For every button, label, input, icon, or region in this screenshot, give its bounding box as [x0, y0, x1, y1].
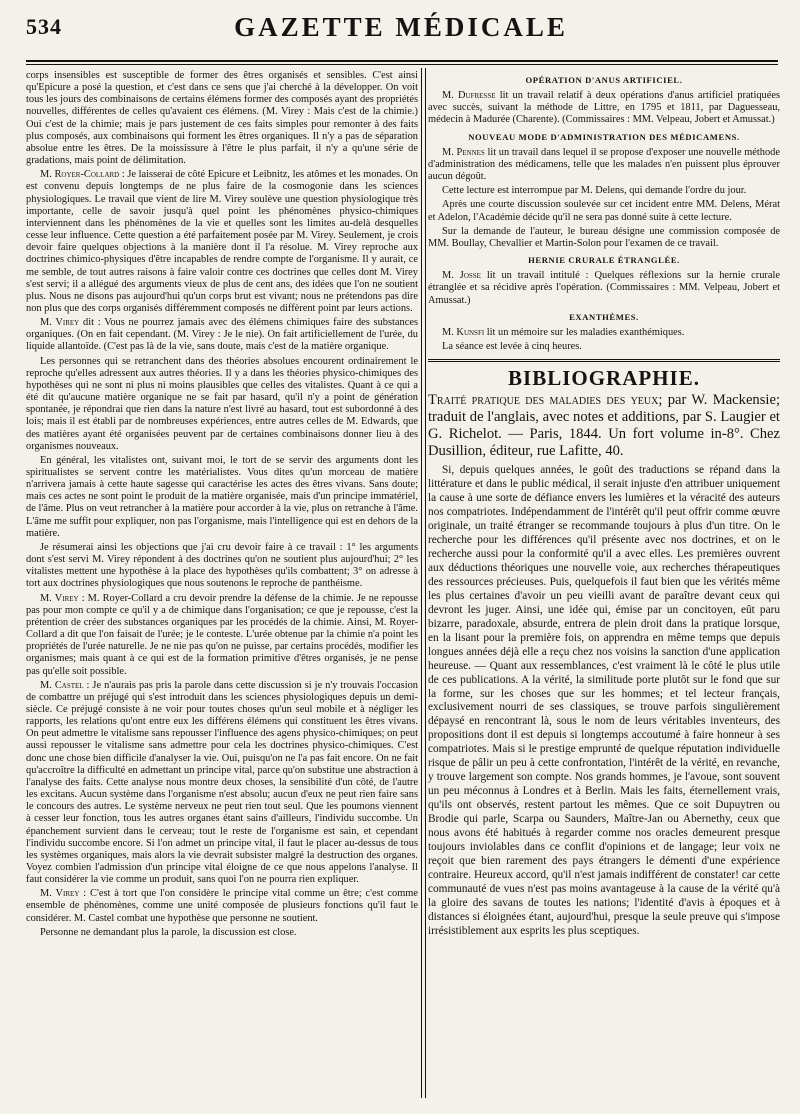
- book-details: ; par W. Mackensie; traduit de l'anglais, avec notes et additions, par S. Laugier et G. Richelot. — Paris, 1844. Un fort volume in-8°. Chez Dusillion, éditeur, rue Lafitte, 40.: [428, 392, 780, 460]
- paragraph: Après une courte discussion soulevée sur cet incident entre MM. Delens, Mérat et Adelon, l'Académie décide qu'il ne sera pas donné suite à cette lecture.: [428, 199, 780, 223]
- paragraph: Les personnes qui se retranchent dans des théories absolues encourent ordinairement le reproche qu'elles adressent aux autres théories. Il y a dans les théories physico-chimiques des hypothèses qui ne sont ni plus ni moins plausibles que celles des vitalistes. Quant à ce qui a été dit qu'aucune matière organique ne se fait par hasard, qu'il n'y a point de génération spontanée, je répondrai que rien dans la nature n'est livré au hasard, tout est subordonné à des lois; mais il est établi par de nombreuses expériences, entre autres celles de M. Edwards, que des matières ayant été organisées peuvent par de certaines combinaisons donner lieu à des organismes nouveaux.: [26, 355, 418, 452]
- section-divider: [428, 359, 780, 362]
- speaker-name: M. Dufresse: [442, 90, 496, 102]
- book-title: Traité pratique des maladies des yeux: [428, 392, 659, 409]
- right-column: [428, 70, 780, 1095]
- paragraph: [428, 327, 780, 339]
- paragraph: Si, depuis quelques années, le goût des traductions se répand dans la littérature et dans le public médical, il serait injuste d'en attribuer uniquement la cause à une sorte de défiance envers les lumières et la véracité des auteurs nos compatriotes. Indépendamment de l'intérêt qu'il peut offrir comme œuvre originale, un traité étranger se recommande toujours à plus d'un titre. On le recherche pour les différences qu'il présente avec nos doctrines, et on le recherche aussi pour la conformité qu'il a avec elles. Les premières ouvrent aux déductions théoriques une nouvelle voie, aux recherches thérapeutiques des ressources précieuses. Puis, quelquefois il faut bien que les vérités même les plus certaines d'avoir un peu vieilli avant de paraître devant ceux qui devront les juger. Ainsi, une idée qui, émise par un concitoyen, eût paru bizarre, paradoxale, absurde, entrera de plein droit dans la pratique lorsque, en la lisant pour la première fois, on apprendra en même temps que depuis longues années déjà elle a reçu chez nos voisins la sanction d'une application heureuse. — Quant aux ressemblances, c'est vraiment là le côté le plus utile de ces publications. A la vérité, la similitude porte plutôt sur le fond que sur la forme, sur les choses que sur les hommes; et tel lecteur français, exclusivement nourri de ses classiques, se trouve parfois singulièrement dépaysé en rencontrant là, sous le nom de leurs véritables inventeurs, des propositions dont il est depuis si longtemps accoutumé à faire honneur à ses compatriotes. Mais si le prestige emprunté de quelque réputation individuelle risque de pâlir un peu à cette confrontation, l'intérêt de la vérité, en revanche, y trouve largement son compte. Nos grands hommes, je l'avoue, sont souvent un peu méconnus à Londres et à Berlin. Mais les faits, éternellement vrais, qu'ils ont observés, restent partout les mêmes. Que ce soit Dupuytren ou Brodie qui parle, Scarpa ou Saunders, Maître-Jan ou Abernethy, ceux que nous avons été habitués à regarder comme nos oracles demeurent presque toujours inviolables dans ce conflit d'opinions et de langage; leur voix ne reçoit que bien rarement des pays étrangers le démenti d'une expérience contraire. Heureux accord, qu'il n'est jamais indifférent de constater! car cette communauté de vues n'est pas moins avantageuse à la cause de la vérité qu'à la gloire des savans de toutes les nations; l'identité d'avis à époques et à distances si éloignées étant, aujourd'hui, presque la seule preuve qui s'impose irrésistiblement aux esprits les plus sceptiques.: [428, 464, 780, 937]
- paragraph: [26, 169, 418, 315]
- paragraph: Sur la demande de l'auteur, le bureau désigne une commission composée de MM. Boullay, Chevallier et Martin-Solon pour l'examen de ce travail.: [428, 225, 780, 249]
- speaker-name: M. Virey: [40, 317, 80, 329]
- book-citation: [428, 392, 780, 460]
- review-body: [428, 464, 780, 938]
- section-heading: OPÉRATION D'ANUS ARTIFICIEL.: [525, 75, 683, 85]
- paragraph-text: lit un travail dans lequel il se propose d'exposer une nouvelle méthode d'administration des médicamens, telle que les malades n'en puissent plus éprouver aucun dégoût.: [428, 146, 780, 183]
- paragraph: [26, 317, 418, 353]
- paragraph: Je résumerai ainsi les objections que j'ai cru devoir faire à ce travail : 1° les arguments dont s'est servi M. Virey répondent à des doctrines qu'on ne soutient plus aujourd'hui; 2° les vitalistes mettent une hypothèse à la place des hypothèses qu'ils combattent; 3° on adresse à tort aux doctrines physiologiques que nous soutenons le reproche de panthéisme.: [26, 541, 418, 590]
- paragraph: [428, 90, 780, 126]
- left-column: [26, 70, 418, 1095]
- speaker-name: M. Josse: [442, 270, 481, 282]
- section-heading: NOUVEAU MODE D'ADMINISTRATION DES MÉDICAMENS.: [468, 131, 740, 142]
- paragraph-text: lit un travail relatif à deux opérations d'anus artificiel pratiquées avec succès, suivant la méthode de Littre, en 1795 et 1811, par Daguesseau, médecin à Madurée (Charente). (Commissaires : MM. Velpeau, Jobert et Amussat.): [428, 90, 780, 126]
- header-rule-thin: [26, 64, 778, 65]
- paragraph-text: dit : Vous ne pourrez jamais avec des élémens chimiques faire des substances organiques. (On en fait cependant. (M. Virey : Je le nie). On fait artificiellement de l'urée, du liquide allantoïde. (C'est pas là de la vie, sans doute, mais c'est de la matière organique.: [26, 317, 418, 353]
- speaker-name: M. Royer-Collard: [40, 169, 120, 181]
- speaker-name: M. Virey: [40, 888, 80, 900]
- paragraph: [26, 680, 418, 887]
- bibliography-heading: BIBLIOGRAPHIE.: [508, 366, 700, 391]
- page-number: 534: [26, 14, 62, 39]
- speaker-name: M. Virey: [40, 592, 79, 604]
- column-separator: [421, 68, 426, 1098]
- paragraph: [428, 270, 780, 306]
- speaker-name: M. Pennes: [442, 146, 485, 158]
- paragraph: En général, les vitalistes ont, suivant moi, le tort de se servir des arguments dont les spiritualistes se servent contre les matérialistes. Vous dites qu'un morceau de matière n'arrivera jamais à cette haute sagesse qui caractérise les actes des êtres vivans. Sans doute; mais ces actes ne sont point le produit de la matière organisée, mais d'un principe immatériel, de l'âme. Plus on veut retrancher à la matière pour accorder à la vie, plus on retranche à l'âme. L'âme me suffit pour expliquer, non pas l'organisme, mais l'intelligence qui est en dehors de la matière.: [26, 454, 418, 539]
- header-rule: [26, 60, 778, 62]
- paragraph: [26, 593, 418, 678]
- paragraph-text: : Je laisserai de côté Epicure et Leibnitz, les atômes et les monades. On est convenu depuis longtemps de ne plus faire de la cosmogonie dans les sciences physiologiques. Le travail que vient de lire M. Virey soulève une question physiologique très importante, celle de savoir jusqu'à quel point les phénomènes physico-chimiques interviennent dans les phénomènes de la vie et quelles sont les limites au-delà desquelles cesse leur influence. Cette question a été parfaitement posée par M. Virey. Seulement, je crois devoir faire quelques objections à la manière dont il l'a résolue. M. Virey reproche aux doctrines chimico-physiques d'être incapables de rendre compte de l'organisme. Il y aurait, ce me semble, de tout autres raisons à faire valoir contre ces doctrines que celles dont M. Virey s'est servi; il a allégué des arguments vieux de plus de cent ans, des idées que l'on ne soutient plus. Nous ne disons pas aujourd'hui qu'un corps brut est vivant; nous ne prétendons pas dire non plus que des corps organisés différemment composés ne diffèrent point par leurs actions.: [26, 169, 418, 314]
- paragraph-text: lit un travail intitulé : Quelques réflexions sur la hernie crurale étranglée et sa récidive après l'opération. (Commissaires : MM. Velpeau, Jobert et Amussat.): [428, 270, 780, 306]
- paragraph: Personne ne demandant plus la parole, la discussion est close.: [40, 926, 297, 938]
- section-heading: EXANTHÈMES.: [569, 311, 639, 322]
- journal-title: GAZETTE MÉDICALE: [234, 12, 568, 42]
- speaker-name: M. Kunsfi: [442, 326, 485, 338]
- paragraph: corps insensibles est susceptible de former des êtres organisés et sensibles. C'est ainsi qu'Epicure a posé la question, et c'est dans ce sens que j'ai cherché à la développer. On voit tous les jours des combinaisons de certains élémens former des composés ayant des propriétés nouvelles, différentes de celles qu'avaient ces élémens. (M. Virey : Mais c'est de la chimie.) Oui c'est de la chimie; mais je pars justement de ces faits simples pour remonter à des faits plus composés, aux combinaisons qui forment les êtres organiques. Il n'y a pas de séparation absolue entre les êtres. De la moississure à l'être le plus parfait, il n'y a qu'une série de gradations, mais point de délimitation.: [26, 70, 418, 167]
- paragraph: [26, 888, 418, 924]
- speaker-name: M. Castel: [40, 679, 84, 691]
- paragraph-text: : Je n'aurais pas pris la parole dans cette discussion si je n'y trouvais l'occasion de combattre un préjugé qui s'est introduit dans les sciences physiologiques depuis un demi-siècle. Ce préjugé consiste à ne voir pour toutes choses qu'un seul mobile et à négliger les rapports, les relations qu'ont entre eux les différens élémens qui constituent les êtres vivans. On peut admettre le vitalisme sans repousser l'influence des agens physico-chimiques; on peut aussi repousser le vitalisme sans admettre pour cela les doctrines physico-chimiques. C'est donc une chose bien difficile d'analyser la vie. Oui, puisqu'on ne l'a pas fait encore. On ne fait qu'accroître la difficulté en admettant un principe vital, parce qu'on substitue une abstraction à l'analyse des faits. Cette analyse nous montre deux choses, la sensibilité d'un côté, de l'autre les excitans. Aucun système dans l'organisme n'est absolu; aucun d'eux ne peut rien faire sans le concours des autres. Le système nerveux ne peut rien tout seul. Que les poumons viennent à cesser leur fonction, tous les autres organes étant sains d'ailleurs, l'individu succombe. Un épanchement survient dans le cerveau; tout le reste de l'organisme est sain, et cependant l'individu succombe encore. Si l'on admet un principe vital, il faut le placer au-dessus de tous les systèmes organiques, mais alors la vie devrait subsister malgré la destruction des organes. Voyez combien l'admission d'un principe vital éloigne de ce que nous appelons l'analyse. Il faut considérer la vie comme un produit, sans quoi l'on ne pourra rien expliquer.: [26, 679, 418, 886]
- section-heading: HERNIE CRURALE ÉTRANGLÉE.: [528, 255, 680, 266]
- paragraph-text: : C'est à tort que l'on considère le principe vital comme un être; c'est comme ensemble de phénomènes, comme une unité composée de plusieurs fonctions qu'il faut le considérer. M. Castel combat une hypothèse que personne ne soutient.: [26, 888, 418, 924]
- page-header: [26, 12, 776, 50]
- paragraph: La séance est levée à cinq heures.: [442, 340, 582, 352]
- paragraph-text: : M. Royer-Collard a cru devoir prendre la défense de la chimie. Je ne repousse pas pour mon compte ce qu'il y a de chimique dans l'organisation; ce que je repousse, c'est la prétention de créer des substances organiques par les procédés de la chimie. Ainsi, M. Royer-Collard a dit que l'on faisait de l'urée; je le conteste. L'urée obtenue par la chimie n'a point les propriétés de l'urée naturelle. Je ne nie pas qu'on ne puisse, par certains procédés, modifier les organismes; mais quant à ce qui est de la formation primitive d'êtres organisés, je ne pense pas qu'elle soit possible.: [26, 592, 418, 677]
- paragraph: [428, 147, 780, 183]
- paragraph-text: lit un mémoire sur les maladies exanthémiques.: [484, 326, 685, 338]
- paragraph: Cette lecture est interrompue par M. Delens, qui demande l'ordre du jour.: [442, 185, 747, 197]
